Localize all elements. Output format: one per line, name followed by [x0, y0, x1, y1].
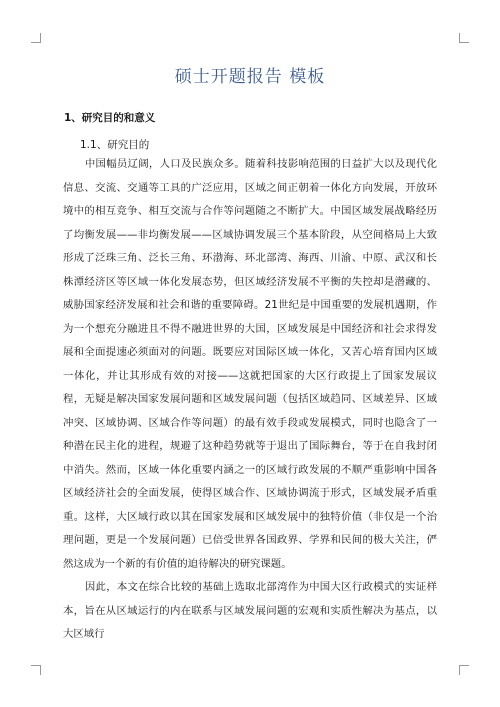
document-title: 硕士开题报告 模板 — [174, 67, 326, 87]
crop-mark-top-left — [31, 33, 41, 43]
body-text — [63, 153, 437, 647]
crop-mark-top-right — [459, 33, 469, 43]
paragraph: 中国幅员辽阔，人口及民族众多。随着科技影响范围的日益扩大以及现代化信息、交流、交通等工具的广泛应用，区域之间正朝着一体化方向发展，开放环境中的相互竞争、相互交流与合作等问题随之不断扩大。中国区域发展战略经历了均衡发展——非均衡发展——区域协调发展三个基本阶段，从空间格局上大致形成了泛珠三角、泛长三角、环渤海、环北部湾、海西、川渝、中原、武汉和长株潭经济区等区域一体化发展态势，但区域经济发展不平衡的失控却是潜藏的、威胁国家经济发展和社会和谐的重要障碍。21世纪是中国重要的发展机遇期，作为一个想充分融进且不得不融进世界的大国，区域发展是中国经济和社会求得发展和全面提速必须面对的问题。既要应对国际区域一体化，又苦心培育国内区域一体化，并让其形成有效的对接——这就把国家的大区行政提上了国家发展议程，无疑是解决国家发展问题和区域发展问题（包括区域趋同、区域差异、区域冲突、区域协调、区域合作等问题）的最有效手段或发展模式，同时也隐含了一种潜在民主化的进程，规避了这种趋势就等于退出了国际舞台，等于在自我封闭中消失。然而，区域一体化重要内涵之一的区域行政发展的不顺严重影响中国各区域经济社会的全面发展，使得区域合作、区域协调流于形式，区域发展矛盾重重。这样，大区域行政以其在国家发展和区域发展中的独特价值（非仅是一个治理问题，更是一个发展问题）已倍受世界各国政界、学界和民间的极大关注，俨然这成为一个新的有价值的迫待解决的研究课题。 — [63, 158, 437, 570]
crop-mark-bottom-right — [459, 665, 469, 675]
subsection-heading: 1.1、研究目的 — [80, 139, 150, 151]
crop-mark-bottom-left — [31, 665, 41, 675]
section-heading: 1、研究目的和意义 — [64, 112, 156, 124]
paragraph: 因此，本文在综合比较的基础上选取北部湾作为中国大区行政模式的实证样本，旨在从区域运行的内在联系与区域发展问题的宏观和实质性解决为基点，以大区域行 — [63, 581, 437, 640]
